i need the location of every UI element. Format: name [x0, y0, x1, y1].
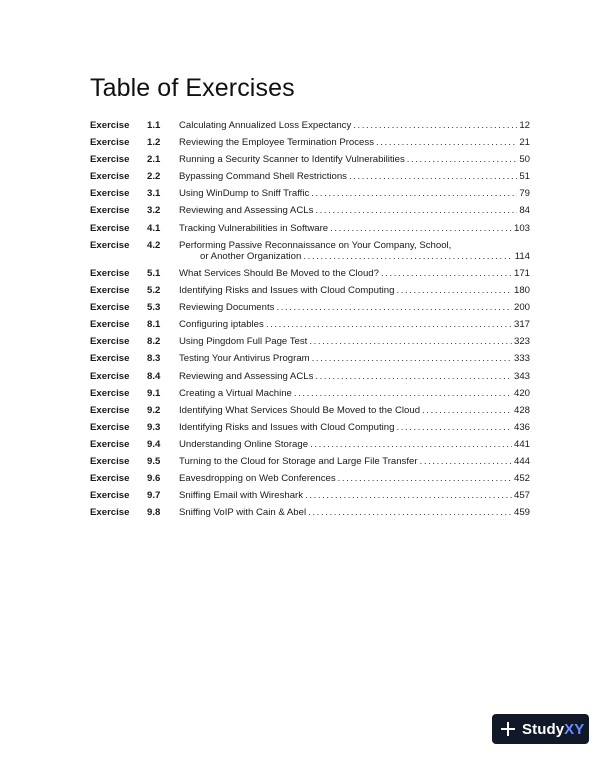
studyxy-badge[interactable]: [492, 714, 589, 744]
exercise-row[interactable]: [90, 154, 530, 165]
exercise-title: Using Pingdom Full Page Test: [179, 336, 308, 348]
exercise-number: 5.3: [147, 302, 161, 314]
exercise-number: 9.6: [147, 473, 161, 485]
exercise-title: Tracking Vulnerabilities in Software: [179, 222, 329, 234]
exercise-number: 9.7: [147, 490, 161, 502]
exercise-label: Exercise: [90, 171, 130, 183]
exercise-entry: [179, 171, 530, 182]
exercise-row[interactable]: [90, 439, 530, 450]
exercise-row[interactable]: [90, 336, 530, 347]
page-number: 457: [513, 490, 530, 502]
exercise-number: 8.3: [147, 353, 161, 365]
exercise-title: Running a Security Scanner to Identify Vulnerabilities: [179, 154, 405, 166]
exercise-label: Exercise: [90, 370, 130, 382]
exercise-label: Exercise: [90, 267, 130, 279]
exercise-number: 9.1: [147, 387, 161, 399]
exercise-row[interactable]: [90, 422, 530, 433]
page-number: 79: [519, 188, 530, 200]
page-number: 343: [513, 370, 530, 382]
exercise-entry: [179, 336, 530, 347]
exercise-label: Exercise: [90, 404, 130, 416]
exercise-title: Using WinDump to Sniff Traffic: [179, 188, 310, 200]
exercise-list: [90, 120, 530, 524]
dot-leader: [330, 223, 512, 234]
exercise-label: Exercise: [90, 490, 130, 502]
exercise-title: Reviewing and Assessing ACLs: [179, 205, 314, 217]
dot-leader: [315, 371, 512, 382]
exercise-row[interactable]: [90, 120, 530, 131]
exercise-title: Sniffing Email with Wireshark: [179, 490, 304, 502]
exercise-number: 8.2: [147, 336, 161, 348]
exercise-number: 9.5: [147, 455, 161, 467]
exercise-row[interactable]: [90, 388, 530, 399]
exercise-label: Exercise: [90, 438, 130, 450]
exercise-row[interactable]: [90, 319, 530, 330]
exercise-number: 2.1: [147, 154, 161, 166]
page-title: Table of Exercises: [90, 74, 295, 102]
dot-leader: [422, 405, 512, 416]
brand-main: Study: [522, 720, 565, 738]
exercise-entry: [179, 456, 530, 467]
exercise-label: Exercise: [90, 421, 130, 433]
exercise-title: Testing Your Antivirus Program: [179, 353, 310, 365]
dot-leader: [396, 422, 512, 433]
exercise-label: Exercise: [90, 473, 130, 485]
exercise-row[interactable]: [90, 223, 530, 234]
plus-icon: [501, 722, 515, 736]
exercise-label: Exercise: [90, 137, 130, 149]
page-number: 114: [514, 250, 530, 262]
exercise-number: 4.2: [147, 239, 161, 251]
exercise-row[interactable]: [90, 473, 530, 484]
dot-leader: [308, 507, 512, 518]
exercise-entry: [179, 507, 530, 518]
page-number: 428: [513, 404, 530, 416]
exercise-entry: [179, 388, 530, 399]
exercise-number: 9.4: [147, 438, 161, 450]
page-number: 323: [513, 336, 530, 348]
exercise-entry: [179, 439, 530, 450]
exercise-label: Exercise: [90, 239, 130, 251]
exercise-row[interactable]: [90, 507, 530, 518]
page-number: 200: [513, 302, 530, 314]
exercise-row[interactable]: [90, 188, 530, 199]
page-number: 171: [513, 267, 530, 279]
page-number: 180: [513, 285, 530, 297]
dot-leader: [315, 205, 517, 216]
exercise-entry: [179, 268, 530, 279]
brand-logo: [522, 721, 584, 738]
exercise-entry: [179, 353, 530, 364]
dot-leader: [266, 319, 512, 330]
exercise-label: Exercise: [90, 387, 130, 399]
exercise-row[interactable]: [90, 405, 530, 416]
exercise-entry: [179, 319, 530, 330]
exercise-label: Exercise: [90, 455, 130, 467]
exercise-label: Exercise: [90, 154, 130, 166]
exercise-title: Identifying Risks and Issues with Cloud Computing: [179, 421, 395, 433]
exercise-title: Bypassing Command Shell Restrictions: [179, 171, 347, 183]
exercise-entry: [179, 223, 530, 234]
exercise-label: Exercise: [90, 188, 130, 200]
exercise-number: 9.3: [147, 421, 161, 433]
exercise-entry: [179, 188, 530, 199]
exercise-row[interactable]: [90, 268, 530, 279]
exercise-number: 1.2: [147, 137, 161, 149]
brand-accent: XY: [564, 720, 585, 738]
exercise-title: Creating a Virtual Machine: [179, 387, 292, 399]
exercise-row[interactable]: [90, 371, 530, 382]
exercise-title: Reviewing the Employee Termination Process: [179, 137, 374, 149]
exercise-label: Exercise: [90, 205, 130, 217]
exercise-label: Exercise: [90, 336, 130, 348]
exercise-entry: [179, 473, 530, 484]
exercise-label: Exercise: [90, 507, 130, 519]
exercise-entry: [179, 302, 530, 313]
exercise-label: Exercise: [90, 353, 130, 365]
exercise-number: 8.4: [147, 370, 161, 382]
exercise-title: Eavesdropping on Web Conferences: [179, 473, 336, 485]
exercise-row[interactable]: [90, 456, 530, 467]
exercise-label: Exercise: [90, 302, 130, 314]
exercise-title: Turning to the Cloud for Storage and Large File Transfer: [179, 455, 418, 467]
exercise-title: Performing Passive Reconnaissance on Your Company, School,: [179, 239, 452, 251]
page-number: 444: [513, 455, 530, 467]
page-number: 436: [513, 421, 530, 433]
exercise-entry: [179, 371, 530, 382]
exercise-row[interactable]: [90, 490, 530, 501]
exercise-row[interactable]: [90, 353, 530, 364]
exercise-title: Sniffing VoIP with Cain & Abel: [179, 507, 307, 519]
exercise-entry: [179, 240, 530, 262]
exercise-title: Identifying What Services Should Be Moved to the Cloud: [179, 404, 421, 416]
dot-leader: [353, 120, 517, 131]
dot-leader: [312, 353, 512, 364]
page-number: 452: [513, 473, 530, 485]
exercise-number: 9.8: [147, 507, 161, 519]
dot-leader: [309, 336, 512, 347]
exercise-entry: [179, 137, 530, 148]
page-number: 103: [513, 222, 530, 234]
page-number: 317: [513, 319, 530, 331]
dot-leader: [349, 171, 517, 182]
exercise-number: 3.2: [147, 205, 161, 217]
page-number: 84: [519, 205, 530, 217]
dot-leader: [305, 490, 512, 501]
exercise-number: 5.1: [147, 267, 161, 279]
exercise-entry: [179, 120, 530, 131]
page-number: 441: [513, 438, 530, 450]
exercise-number: 2.2: [147, 171, 161, 183]
dot-leader: [381, 268, 512, 279]
exercise-label: Exercise: [90, 120, 130, 131]
exercise-entry: [179, 405, 530, 416]
dot-leader: [407, 154, 518, 165]
exercise-title: Reviewing and Assessing ACLs: [179, 370, 314, 382]
dot-leader: [303, 251, 512, 262]
dot-leader: [396, 285, 512, 296]
exercise-title: or Another Organization: [200, 250, 302, 262]
page-number: 12: [519, 120, 530, 131]
exercise-row[interactable]: [90, 285, 530, 296]
page-number: 51: [519, 171, 530, 183]
exercise-entry: [179, 285, 530, 296]
exercise-title: Reviewing Documents: [179, 302, 275, 314]
exercise-entry: [179, 205, 530, 216]
dot-leader: [294, 388, 512, 399]
exercise-label: Exercise: [90, 222, 130, 234]
exercise-number: 8.1: [147, 319, 161, 331]
page-number: 420: [513, 387, 530, 399]
exercise-title: Configuring iptables: [179, 319, 264, 331]
dot-leader: [311, 188, 517, 199]
exercise-label: Exercise: [90, 285, 130, 297]
exercise-row[interactable]: [90, 302, 530, 313]
dot-leader: [310, 439, 512, 450]
exercise-entry: [179, 422, 530, 433]
page-number: 21: [519, 137, 530, 149]
exercise-number: 9.2: [147, 404, 161, 416]
exercise-row[interactable]: [90, 137, 530, 148]
dot-leader: [338, 473, 512, 484]
exercise-label: Exercise: [90, 319, 130, 331]
exercise-number: 3.1: [147, 188, 161, 200]
dot-leader: [276, 302, 512, 313]
exercise-title: What Services Should Be Moved to the Cloud?: [179, 267, 379, 279]
exercise-number: 5.2: [147, 285, 161, 297]
exercise-number: 4.1: [147, 222, 161, 234]
exercise-title: Understanding Online Storage: [179, 438, 309, 450]
page-number: 50: [519, 154, 530, 166]
exercise-row[interactable]: [90, 171, 530, 182]
exercise-title: Identifying Risks and Issues with Cloud Computing: [179, 285, 395, 297]
exercise-row[interactable]: [90, 240, 530, 262]
exercise-entry: [179, 154, 530, 165]
page-number: 333: [513, 353, 530, 365]
exercise-entry: [179, 490, 530, 501]
page-number: 459: [513, 507, 530, 519]
dot-leader: [376, 137, 517, 148]
exercise-title: Calculating Annualized Loss Expectancy: [179, 120, 352, 131]
exercise-row[interactable]: [90, 205, 530, 216]
dot-leader: [420, 456, 512, 467]
exercise-number: 1.1: [147, 120, 161, 131]
